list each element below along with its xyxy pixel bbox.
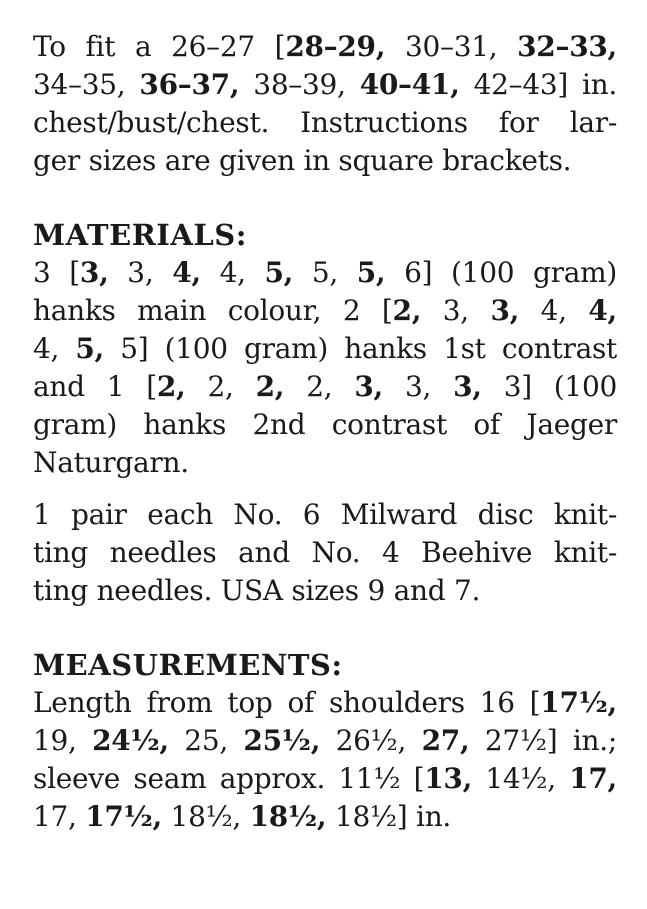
text-run: 4, bbox=[200, 256, 265, 289]
bold-text-run: 36–37, bbox=[139, 68, 240, 101]
text-line bbox=[33, 104, 617, 142]
materials-heading: MATERIALS: bbox=[33, 218, 247, 252]
bold-text-run: 3, bbox=[453, 370, 482, 403]
text-run: 42–43] in. bbox=[459, 68, 617, 101]
text-line bbox=[33, 142, 617, 180]
text-run: 3, bbox=[108, 256, 173, 289]
text-line bbox=[33, 254, 617, 292]
bold-text-run: 17, bbox=[569, 762, 617, 795]
intro-section bbox=[33, 28, 617, 180]
bold-text-run: 25½, bbox=[243, 724, 321, 757]
text-run: 38–39, bbox=[239, 68, 360, 101]
measurements-heading: MEASUREMENTS: bbox=[33, 648, 343, 682]
text-run: 3] (100 bbox=[481, 370, 617, 403]
materials-yarn-paragraph bbox=[33, 254, 617, 482]
measurements-section bbox=[33, 646, 617, 836]
text-run: ting needles. USA sizes 9 and 7. bbox=[33, 574, 481, 607]
bold-text-run: 5, bbox=[75, 332, 104, 365]
text-line bbox=[33, 722, 617, 760]
bold-text-run: 3, bbox=[79, 256, 109, 289]
text-run: 14½, bbox=[472, 762, 570, 795]
text-line bbox=[33, 572, 617, 610]
text-run: 2, bbox=[185, 370, 256, 403]
text-run: gram) hanks 2nd contrast of Jaeger bbox=[33, 408, 617, 441]
bold-text-run: 17½, bbox=[540, 686, 617, 719]
text-line bbox=[33, 292, 617, 330]
bold-text-run: 18½, bbox=[249, 800, 327, 833]
intro-paragraph bbox=[33, 28, 617, 180]
text-run: 3, bbox=[382, 370, 454, 403]
text-line bbox=[33, 760, 617, 798]
bold-text-run: 5, bbox=[356, 256, 386, 289]
text-run: 27½] in.; bbox=[469, 724, 617, 757]
text-line bbox=[33, 66, 617, 104]
text-run: sleeve seam approx. 11½ [ bbox=[33, 762, 425, 795]
measurements-paragraph bbox=[33, 684, 617, 836]
text-line bbox=[33, 368, 617, 406]
bold-text-run: 32–33, bbox=[517, 30, 618, 63]
text-line bbox=[33, 28, 617, 66]
text-run: 5, bbox=[293, 256, 357, 289]
text-run: 1 pair each No. 6 Milward disc knit- bbox=[33, 498, 617, 531]
bold-text-run: 27, bbox=[421, 724, 470, 757]
bold-text-run: 3, bbox=[354, 370, 383, 403]
text-line bbox=[33, 330, 617, 368]
text-run: 5] (100 gram) hanks 1st contrast bbox=[104, 332, 617, 365]
text-run: 26½, bbox=[320, 724, 422, 757]
text-run: 25, bbox=[168, 724, 244, 757]
text-run: 18½] in. bbox=[326, 800, 452, 833]
text-run: 19, bbox=[33, 724, 93, 757]
materials-needles-paragraph bbox=[33, 496, 617, 610]
bold-text-run: 28–29, bbox=[285, 30, 386, 63]
text-run: and 1 [ bbox=[33, 370, 157, 403]
text-run: hanks main colour, 2 [ bbox=[33, 294, 393, 327]
text-line bbox=[33, 684, 617, 722]
bold-text-run: 17½, bbox=[85, 800, 162, 833]
text-run: 34–35, bbox=[33, 68, 140, 101]
bold-text-run: 24½, bbox=[92, 724, 169, 757]
text-run: chest/bust/chest. Instructions for lar- bbox=[33, 106, 617, 139]
text-run: ger sizes are given in square brackets. bbox=[33, 144, 572, 177]
bold-text-run: 2, bbox=[156, 370, 186, 403]
bold-text-run: 4, bbox=[172, 256, 201, 289]
text-run: ting needles and No. 4 Beehive knit- bbox=[33, 536, 617, 569]
text-run: 30–31, bbox=[385, 30, 518, 63]
text-line bbox=[33, 444, 617, 482]
text-run: 17, bbox=[33, 800, 86, 833]
materials-section bbox=[33, 216, 617, 610]
bold-text-run: 5, bbox=[264, 256, 294, 289]
text-run: Length from top of shoulders 16 [ bbox=[33, 686, 541, 719]
text-run: To fit a 26–27 [ bbox=[33, 30, 286, 63]
bold-text-run: 2, bbox=[255, 370, 285, 403]
bold-text-run: 4, bbox=[588, 294, 617, 327]
bold-text-run: 3, bbox=[490, 294, 520, 327]
text-line bbox=[33, 534, 617, 572]
text-line bbox=[33, 798, 617, 836]
bold-text-run: 13, bbox=[424, 762, 473, 795]
bold-text-run: 40–41, bbox=[359, 68, 460, 101]
bold-text-run: 2, bbox=[392, 294, 422, 327]
text-run: 3, bbox=[421, 294, 491, 327]
text-line bbox=[33, 496, 617, 534]
text-run: Naturgarn. bbox=[33, 446, 189, 479]
text-run: 3 [ bbox=[33, 256, 80, 289]
text-run: 2, bbox=[284, 370, 355, 403]
text-run: 18½, bbox=[161, 800, 250, 833]
text-run: 4, bbox=[33, 332, 76, 365]
text-run: 6] (100 gram) bbox=[385, 256, 617, 289]
text-run: 4, bbox=[519, 294, 589, 327]
text-line bbox=[33, 406, 617, 444]
